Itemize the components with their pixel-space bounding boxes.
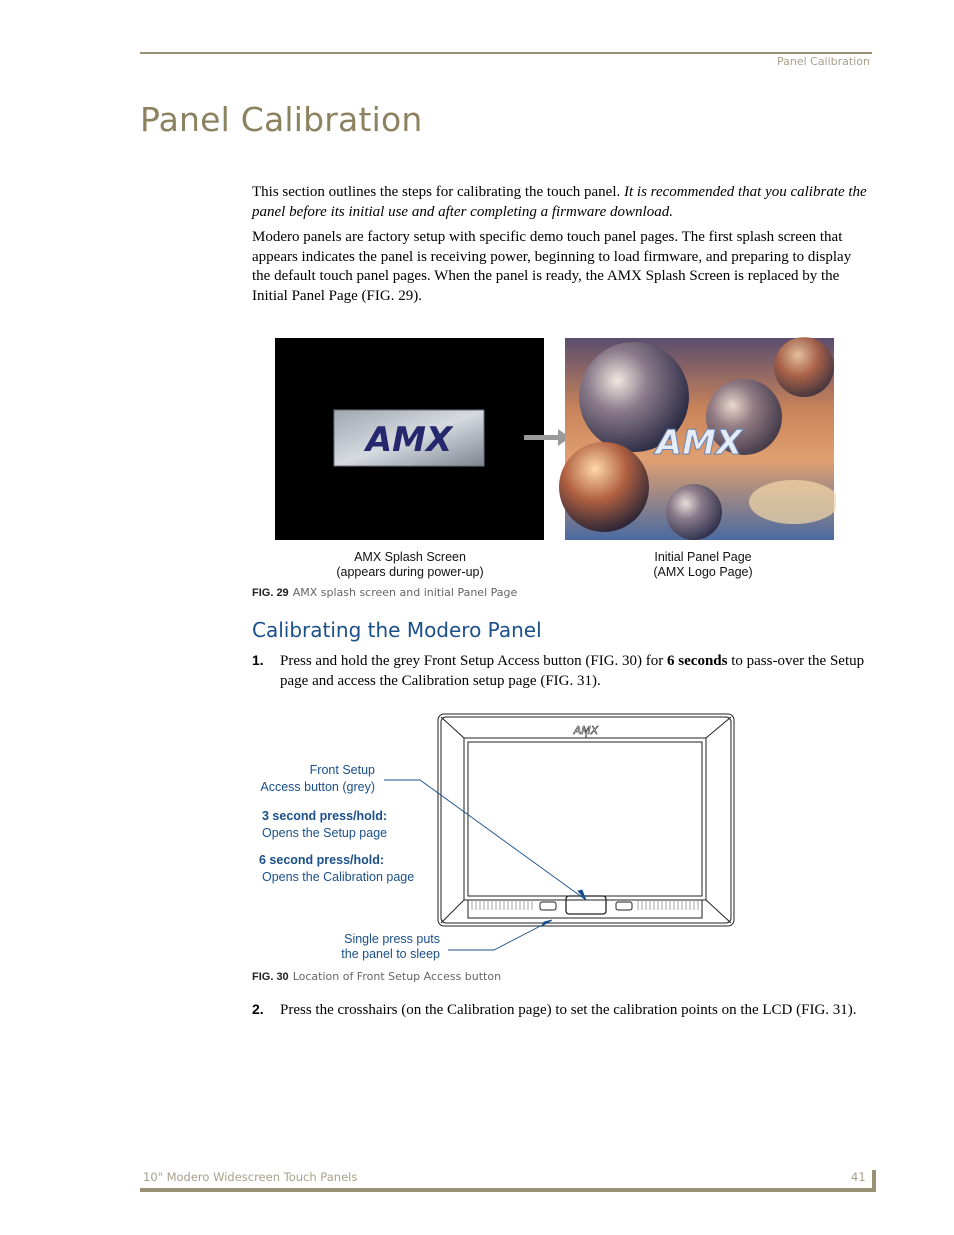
panel-drawing-logo: AMX [573,724,599,737]
callout-front-line-2: Access button (grey) [260,780,375,794]
fig30-label: FIG. 30 [252,971,289,983]
callout-leaders [384,780,586,950]
step-1-text-b: to pass-over the Setup page and access the Calibration setup page (FIG. 31). [280,653,865,689]
step-2-number: 2. [252,1001,264,1017]
footer-tick [872,1170,876,1190]
callout-front-setup [250,762,375,796]
fig29-label: FIG. 29 [252,587,289,599]
splash-logo: AMX [365,420,453,460]
step-1-number: 1. [252,652,264,668]
header-rule [140,52,872,54]
intro-paragraph-1 [252,183,868,222]
initial-caption-line-2: (AMX Logo Page) [653,564,753,579]
fig29-illustration [274,337,836,543]
splash-caption-line-1: AMX Splash Screen [354,550,466,564]
footer-rule [140,1188,876,1192]
page-title: Panel Calibration [140,100,423,139]
fig29-caption [252,586,517,599]
section-heading: Calibrating the Modero Panel [252,618,542,642]
step-1-text [280,651,868,691]
callout-6s-text: Opens the Calibration page [262,870,415,884]
intro-paragraph-2: Modero panels are factory setup with specific demo touch panel pages. The first splash screen that appears indicates the panel is receiving power, beginning to load firmware, and preparing to display the default touch panel pages. When the panel is ready, the AMX Splash Screen is replaced by the Initial Panel Page (FIG. 29). [252,229,852,304]
callout-6s-title: 6 second press/hold: [259,853,385,867]
fig30-caption-text: Location of Front Setup Access button [292,970,502,983]
panel-logo: AMX [655,423,743,463]
callout-6-second [259,852,414,886]
fig29-caption-text: AMX splash screen and initial Panel Page [292,586,518,599]
step-2-text: Press the crosshairs (on the Calibration page) to set the calibration points on the LCD (FIG. 31). [280,1002,857,1018]
splash-screen-image [275,338,544,540]
splash-screen-caption [300,550,520,579]
step-1-bold: 6 seconds [667,653,728,669]
fig30-caption [252,970,501,983]
callout-sleep-line-1: Single press puts [344,932,440,946]
callout-3-second [262,808,387,842]
callout-3s-title: 3 second press/hold: [262,809,388,823]
initial-panel-caption [598,550,808,579]
initial-panel-image [559,337,836,540]
splash-caption-line-2: (appears during power-up) [336,564,484,579]
running-head: Panel Calibration [776,55,870,68]
footer-title: 10" Modero Widescreen Touch Panels [143,1170,358,1184]
callout-sleep [330,932,440,962]
callout-3s-text: Opens the Setup page [262,826,388,840]
intro-text: This section outlines the steps for calibrating the touch panel. [252,184,624,200]
front-setup-access-button [566,896,606,914]
page-number: 41 [851,1170,866,1184]
step-1-text-a: Press and hold the grey Front Setup Access button (FIG. 30) for [280,653,668,669]
touch-panel-drawing [438,714,734,926]
initial-caption-line-1: Initial Panel Page [654,550,752,564]
callout-sleep-line-2: the panel to sleep [341,947,440,961]
intro-recommendation: It is recommended that you calibrate the panel before its initial use and after completing a firmware download. [252,184,867,220]
callout-front-line-1: Front Setup [309,763,375,777]
speaker-grille [472,901,698,910]
